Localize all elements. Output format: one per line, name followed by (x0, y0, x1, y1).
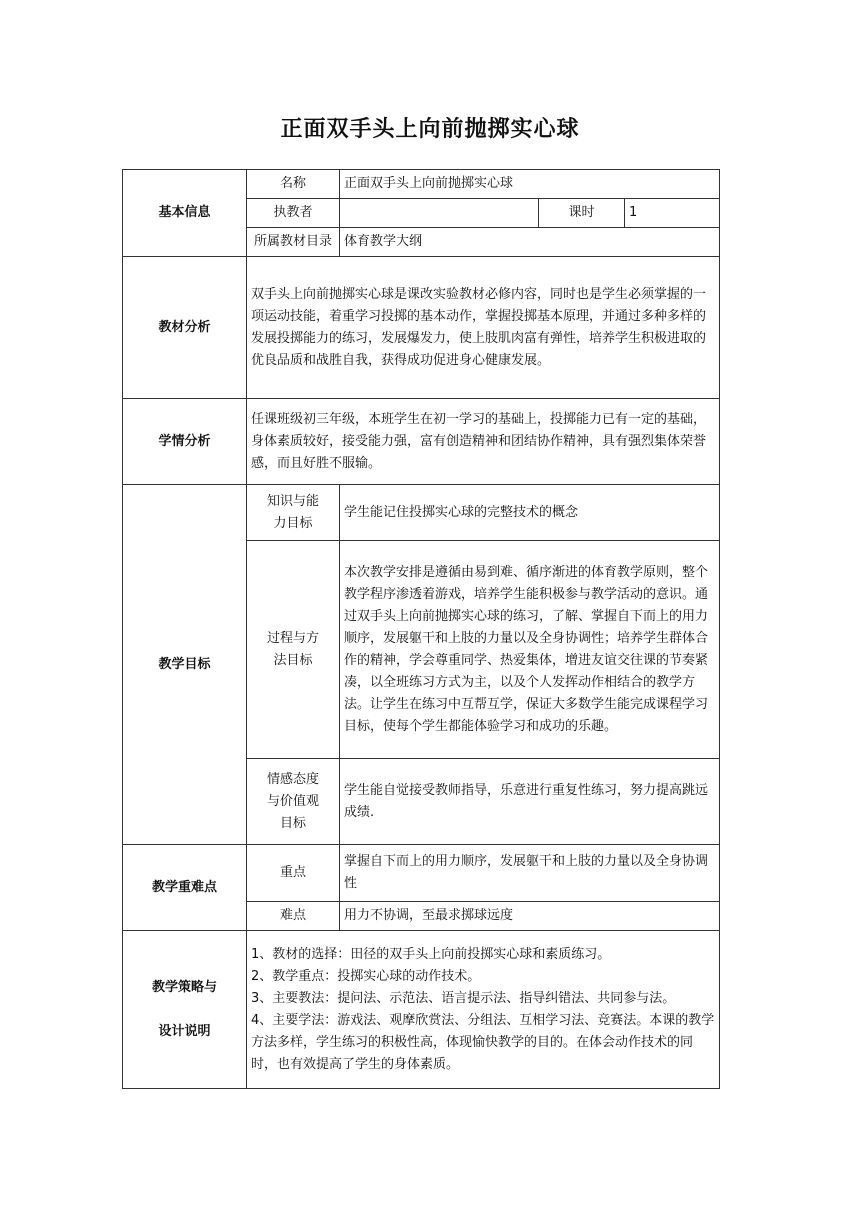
difficult-label: 难点 (247, 902, 340, 931)
emotion-label: 情感态度 与价值观 目标 (247, 759, 340, 845)
strategy-line: 4、主要学法：游戏法、观摩欣赏法、分组法、互相学习法、竞赛法。本课的教学方法多样，学生练习的积极性高，体现愉快教学的目的。在体会动作技术的同时，也有效提高了学生的身体素质。 (251, 1012, 715, 1072)
section-student-analysis: 学情分析 (123, 399, 247, 485)
material-analysis-text: 双手头上向前抛掷实心球是课改实验教材必修内容，同时也是学生必须掌握的一项运动技能，着重学习投掷的基本动作，掌握投掷基本原理，并通过多种多样的发展投掷能力的练习，发展爆发力，使上肢肌肉富有弹性，培养学生积极进取的优良品质和战胜自我，获得成功促进身心健康发展。 (247, 257, 720, 399)
name-value: 正面双手头上向前抛掷实心球 (340, 170, 720, 199)
section-basic-info: 基本信息 (123, 170, 247, 257)
teacher-label: 执教者 (247, 199, 340, 228)
period-value: 1 (625, 199, 720, 228)
section-material-analysis: 教材分析 (123, 257, 247, 399)
teacher-value (340, 199, 539, 228)
row-knowledge-objective (123, 485, 720, 541)
catalog-label: 所属教材目录 (247, 228, 340, 257)
difficult-text: 用力不协调，至最求掷球远度 (340, 902, 720, 931)
document-title: 正面双手头上向前抛掷实心球 (280, 117, 580, 142)
knowledge-label: 知识与能 力目标 (247, 485, 340, 541)
process-text: 本次教学安排是遵循由易到难、循序渐进的体育教学原则，整个教学程序渗透着游戏，培养学生能积极参与教学活动的意识。通过双手头上向前抛掷实心球的练习，了解、掌握自下而上的用力顺序，发展躯干和上肢的力量以及全身协调性；培养学生群体合作的精神，学会尊重同学、热爱集体，增进友谊交往课的节奏紧凑，以全班练习方式为主，以及个人发挥动作相结合的教学方法。让学生在练习中互帮互学，保证大多数学生能完成课程学习目标，使每个学生都能体验学习和成功的乐趣。 (340, 541, 720, 759)
strategy-line: 3、主要教法：提问法、示范法、语言提示法、指导纠错法、共同参与法。 (251, 990, 676, 1006)
strategy-line: 2、教学重点：投掷实心球的动作技术。 (251, 968, 481, 984)
key-label: 重点 (247, 845, 340, 902)
name-label: 名称 (247, 170, 340, 199)
section-strategy: 教学策略与 设计说明 (123, 931, 247, 1089)
section-objectives: 教学目标 (123, 485, 247, 845)
row-strategy (123, 931, 720, 1089)
catalog-value: 体育教学大纲 (340, 228, 720, 257)
period-label: 课时 (539, 199, 625, 228)
emotion-text: 学生能自觉接受教师指导，乐意进行重复性练习，努力提高跳远成绩. (340, 759, 720, 845)
student-analysis-text: 任课班级初三年级，本班学生在初一学习的基础上，投掷能力已有一定的基础，身体素质较好，接受能力强，富有创造精神和团结协作精神，具有强烈集体荣誉感，而且好胜不服输。 (247, 399, 720, 485)
row-material-analysis (123, 257, 720, 399)
key-text: 掌握自下而上的用力顺序，发展躯干和上肢的力量以及全身协调性 (340, 845, 720, 902)
strategy-text (247, 931, 720, 1089)
process-label: 过程与方 法目标 (247, 541, 340, 759)
knowledge-text: 学生能记住投掷实心球的完整技术的概念 (340, 485, 720, 541)
row-student-analysis (123, 399, 720, 485)
row-key-point (123, 845, 720, 902)
lesson-plan-table (122, 169, 720, 1089)
section-key-points: 教学重难点 (123, 845, 247, 931)
row-name (123, 170, 720, 199)
strategy-line: 1、教材的选择：田径的双手头上向前投掷实心球和素质练习。 (251, 946, 611, 962)
